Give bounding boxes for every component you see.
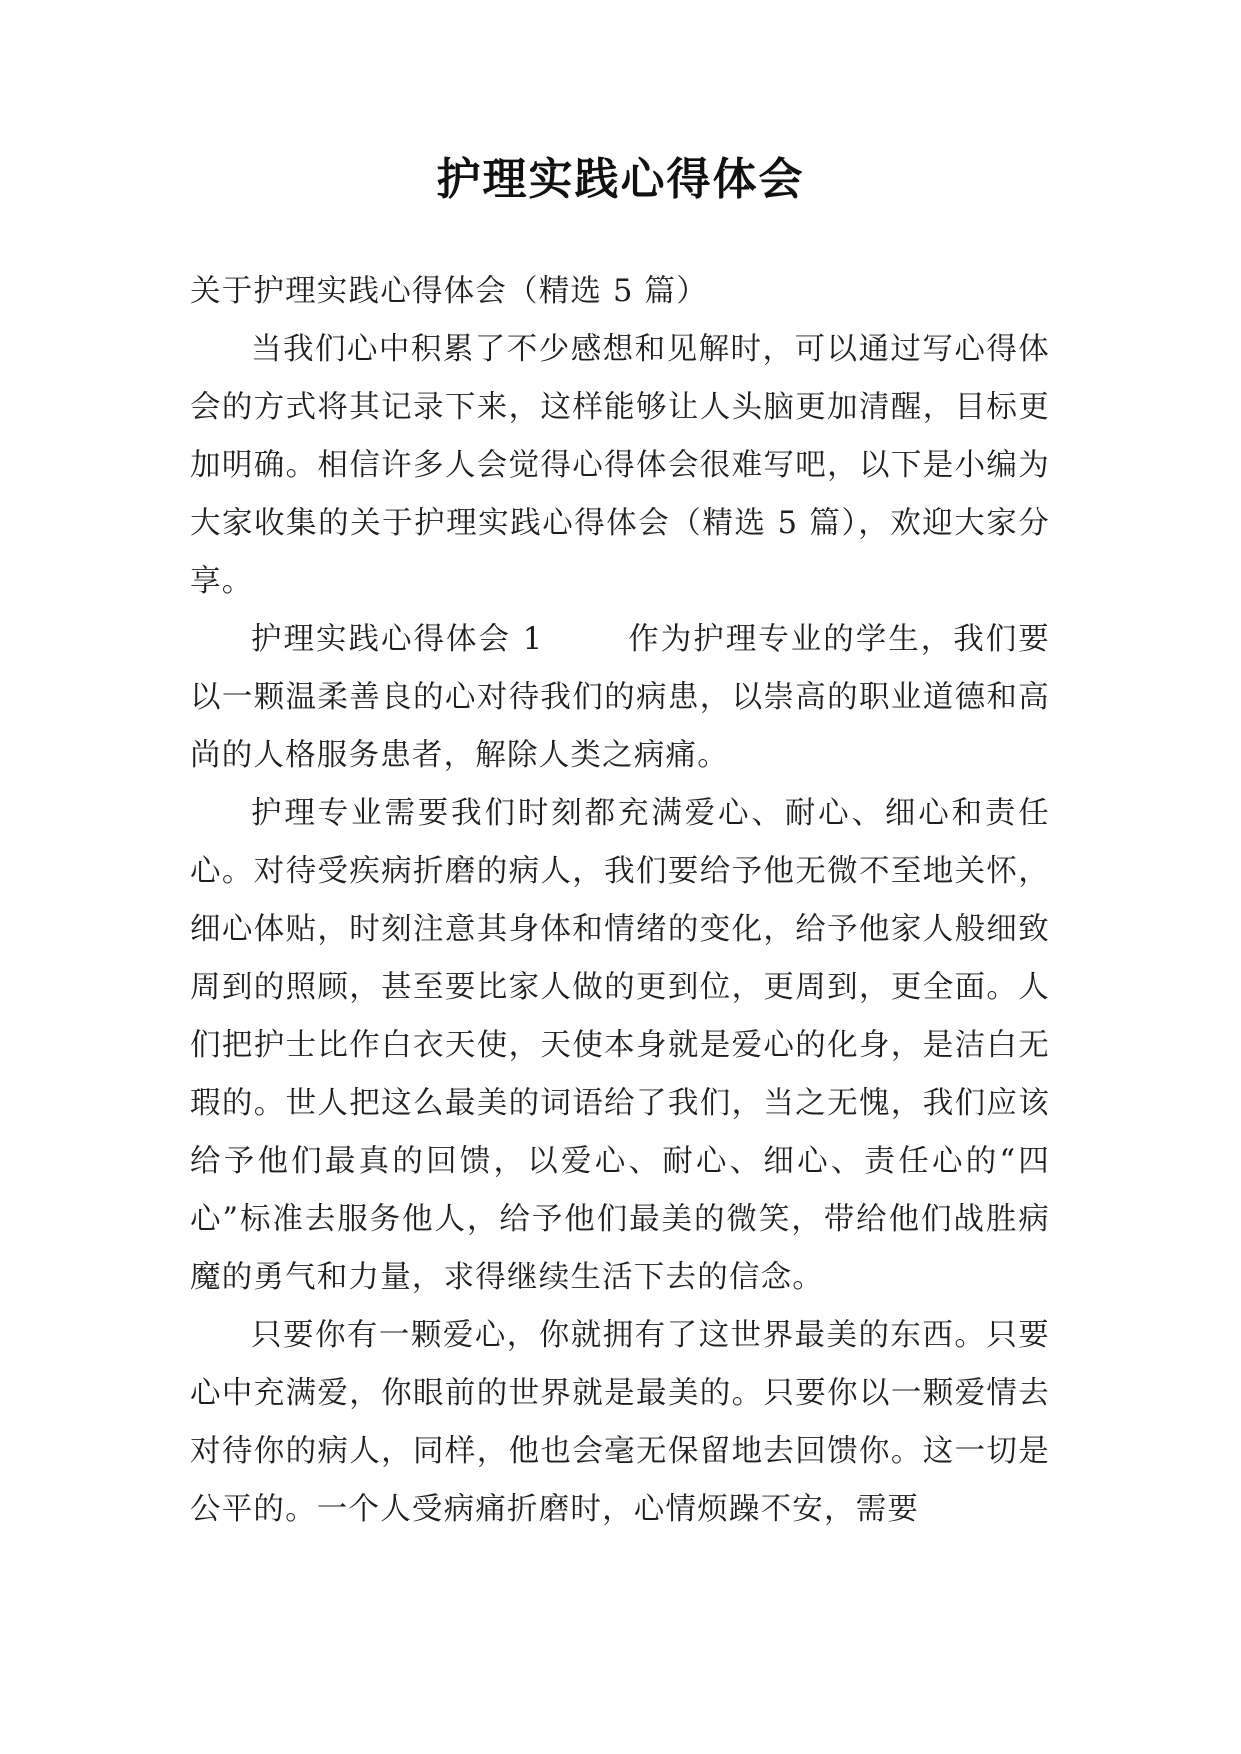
intro-paragraph: 当我们心中积累了不少感想和见解时，可以通过写心得体会的方式将其记录下来，这样能够让人头脑更加清醒，目标更加明确。相信许多人会觉得心得体会很难写吧，以下是小编为大家收集的关于护理实践心得体会（精选 5 篇），欢迎大家分享。 [190, 332, 1050, 599]
document-body [190, 263, 1050, 1539]
section-1-text: 作为护理专业的学生，我们要以一颗温柔善良的心对待我们的病患，以崇高的职业道德和高尚的人格服务患者，解除人类之病痛。 [190, 622, 1050, 773]
document-subtitle: 关于护理实践心得体会（精选 5 篇） [190, 274, 708, 309]
body-paragraph-2: 护理专业需要我们时刻都充满爱心、耐心、细心和责任心。对待受疾病折磨的病人，我们要给予他无微不至地关怀，细心体贴，时刻注意其身体和情绪的变化，给予他家人般细致周到的照顾，甚至要比家人做的更到位，更周到，更全面。人们把护士比作白衣天使，天使本身就是爱心的化身，是洁白无瑕的。世人把这么最美的词语给了我们，当之无愧，我们应该给予他们最真的回馈，以爱心、耐心、细心、责任心的“四心”标准去服务他人，给予他们最美的微笑，带给他们战胜病魔的勇气和力量，求得继续生活下去的信念。 [190, 796, 1050, 1295]
body-paragraph-3: 只要你有一颗爱心，你就拥有了这世界最美的东西。只要心中充满爱，你眼前的世界就是最美的。只要你以一颗爱情去对待你的病人，同样，他也会毫无保留地去回馈你。这一切是公平的。一个人受病痛折磨时，心情烦躁不安，需要 [190, 1318, 1050, 1527]
section-1-paragraph [190, 611, 1050, 785]
document-title: 护理实践心得体会 [436, 154, 805, 205]
section-heading: 护理实践心得体会 1 [251, 622, 544, 657]
